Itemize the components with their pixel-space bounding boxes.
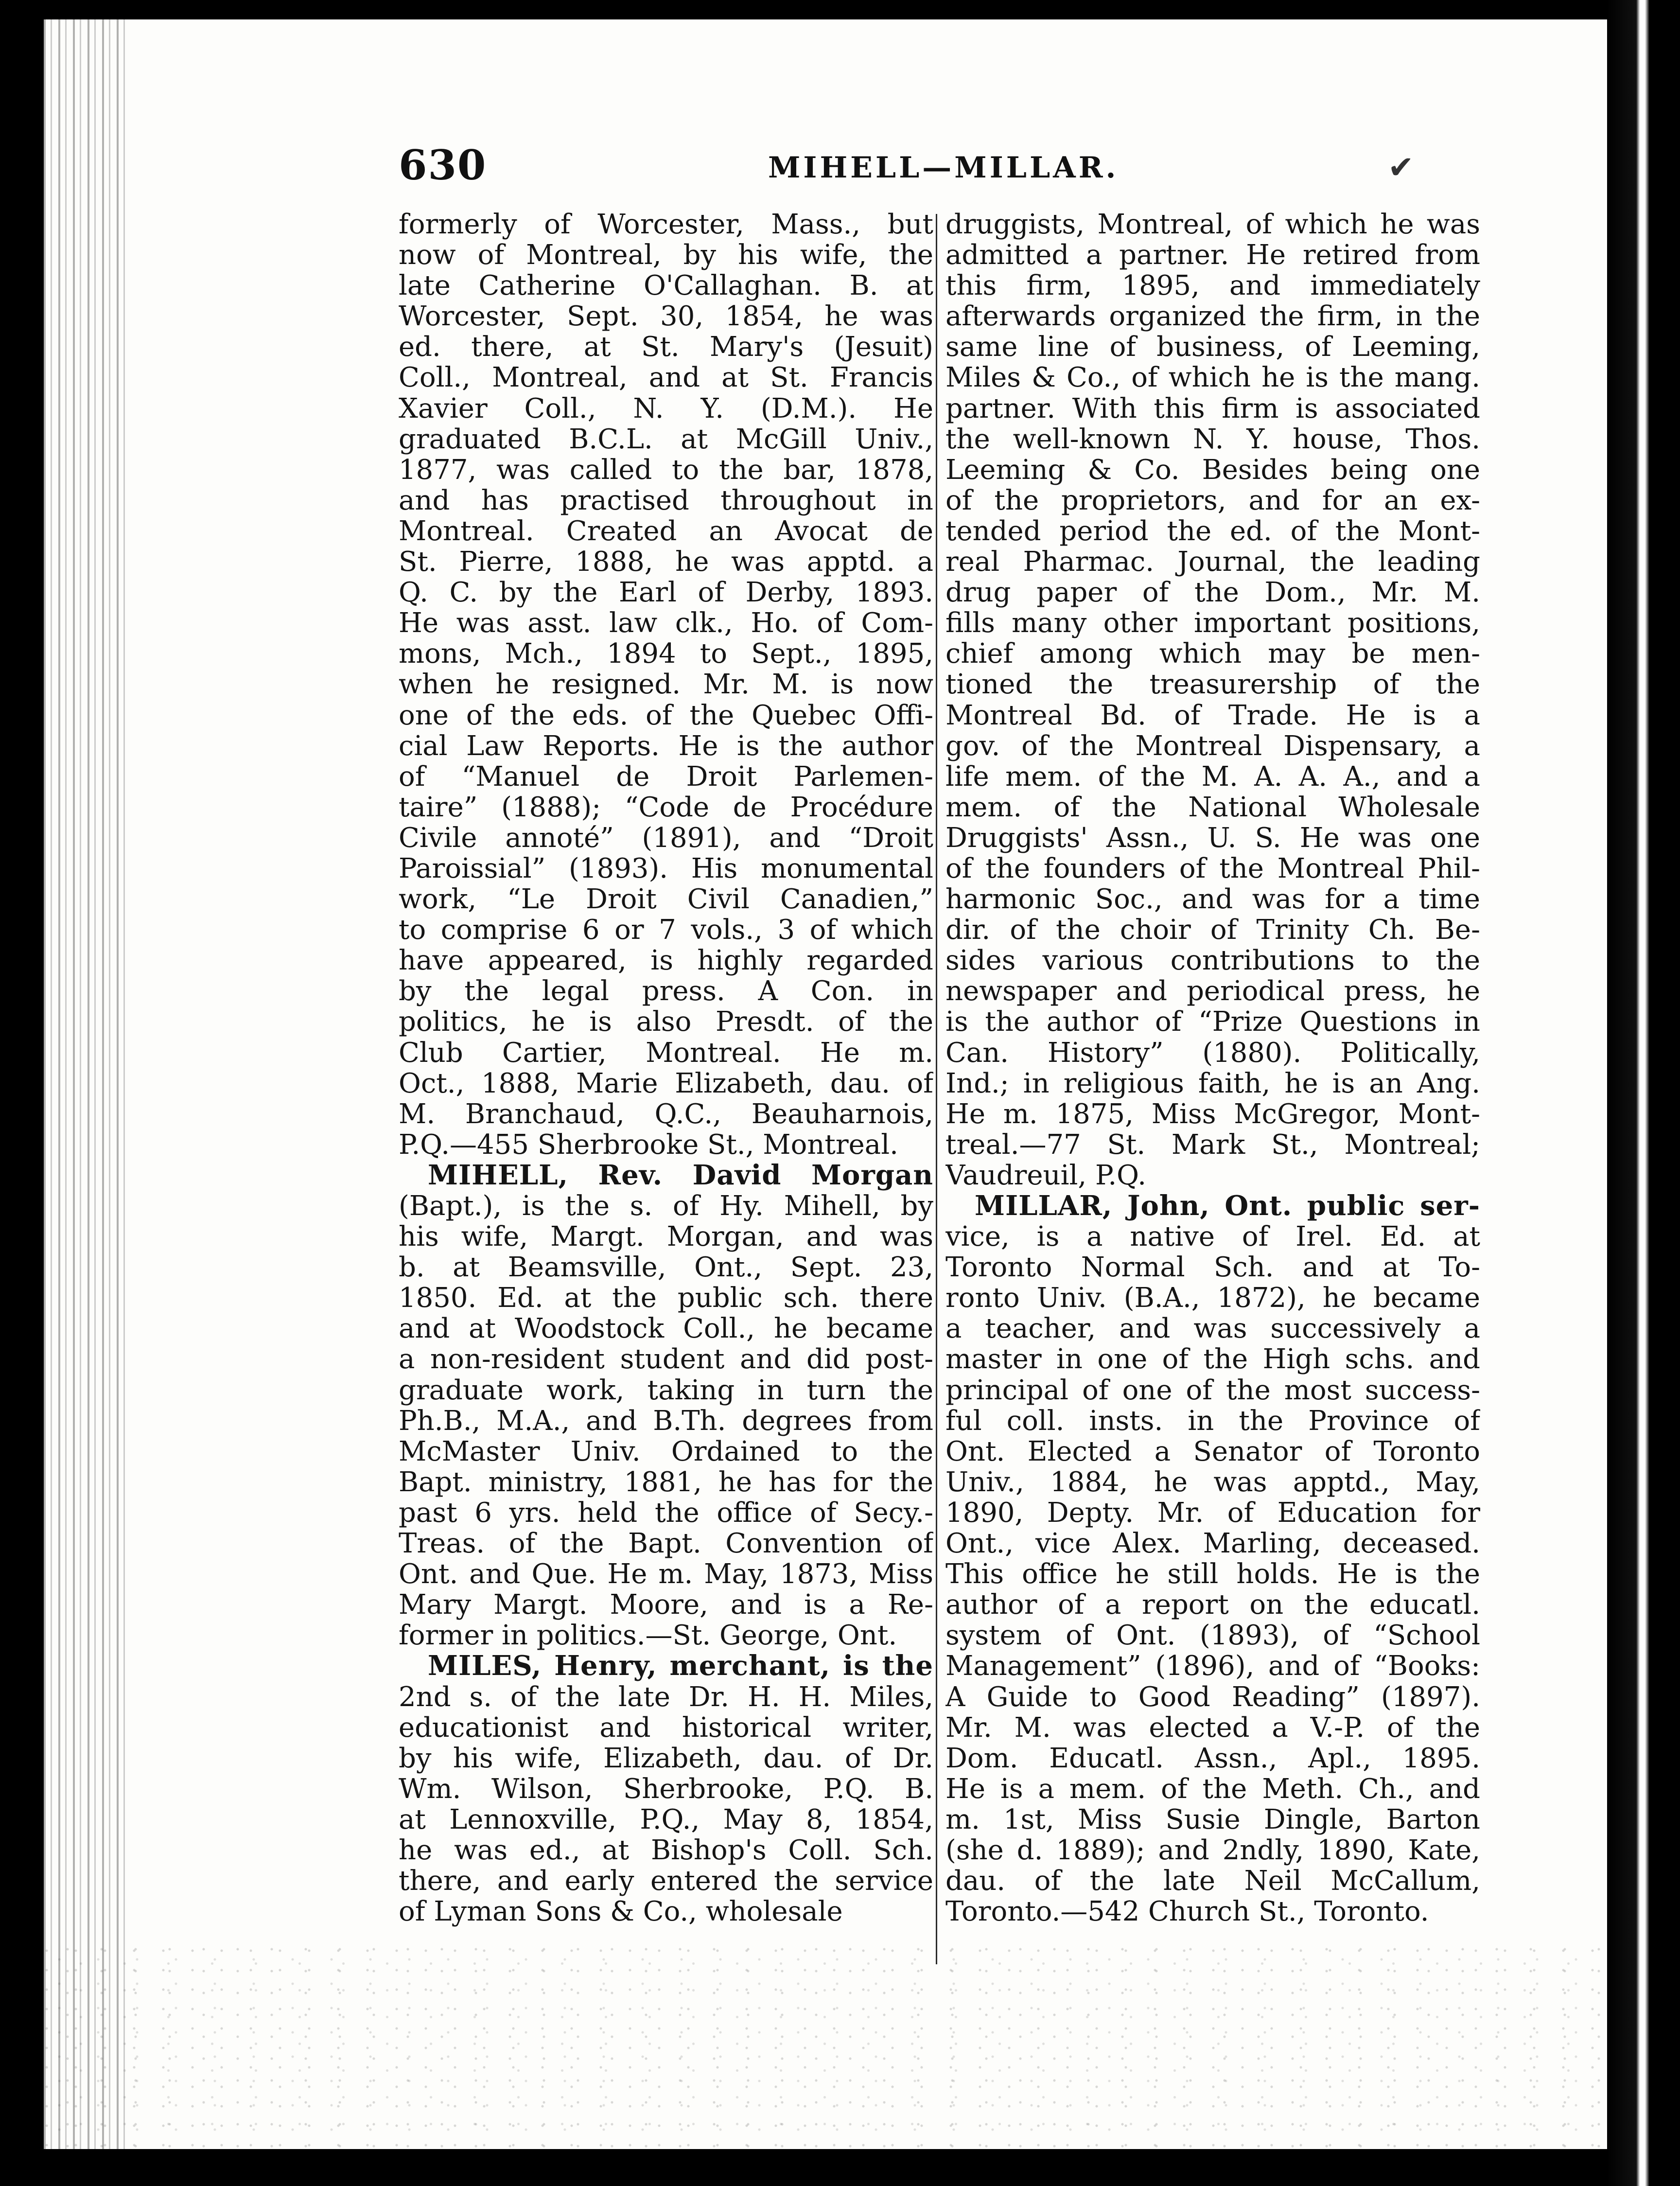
text-line: Ont., vice Alex. Marling, deceased.: [945, 1528, 1480, 1559]
text-line: Treas. of the Bapt. Convention of: [399, 1528, 933, 1559]
text-line: Mary Margt. Moore, and is a Re-: [399, 1589, 933, 1621]
text-line: a non-resident student and did post-: [399, 1344, 933, 1375]
text-line: Club Cartier, Montreal. He m.: [399, 1037, 933, 1068]
text-line: principal of one of the most success-: [945, 1375, 1480, 1406]
text-line: 1877, was called to the bar, 1878,: [399, 454, 933, 485]
text-line: Mr. M. was elected a V.-P. of the: [945, 1712, 1480, 1743]
text-line: educationist and historical writer,: [399, 1712, 933, 1743]
text-line: fills many other important positions,: [945, 608, 1480, 639]
text-line: now of Montreal, by his wife, the: [399, 240, 933, 271]
text-line: Dom. Educatl. Assn., Apl., 1895.: [945, 1743, 1480, 1774]
entry-heading-line: MIHELL, Rev. David Morgan: [428, 1160, 933, 1191]
text-line: harmonic Soc., and was for a time: [945, 884, 1480, 915]
text-line: newspaper and periodical press, he: [945, 976, 1480, 1007]
text-line: vice, is a native of Irel. Ed. at: [945, 1221, 1480, 1252]
text-line: mons, Mch., 1894 to Sept., 1895,: [399, 638, 933, 670]
text-line: and at Woodstock Coll., he became: [399, 1313, 933, 1344]
text-line: 1850. Ed. at the public sch. there: [399, 1283, 933, 1314]
text-line: author of a report on the educatl.: [945, 1589, 1480, 1621]
text-line: b. at Beamsville, Ont., Sept. 23,: [399, 1252, 933, 1283]
text-line: Ont. and Que. He m. May, 1873, Miss: [399, 1559, 933, 1590]
text-line: 2nd s. of the late Dr. H. H. Miles,: [399, 1681, 933, 1712]
text-line: by his wife, Elizabeth, dau. of Dr.: [399, 1743, 933, 1774]
text-line: 1890, Depty. Mr. of Education for: [945, 1497, 1480, 1529]
text-line: there, and early entered the service: [399, 1866, 933, 1897]
text-line: Worcester, Sept. 30, 1854, he was: [399, 301, 933, 332]
text-line: of the proprietors, and for an ex-: [945, 485, 1480, 516]
text-line: druggists, Montreal, of which he was: [945, 209, 1480, 240]
text-line: late Catherine O'Callaghan. B. at: [399, 270, 933, 301]
text-line: Oct., 1888, Marie Elizabeth, dau. of: [399, 1068, 933, 1099]
text-line: politics, he is also Presdt. of the: [399, 1006, 933, 1038]
text-line: master in one of the High schs. and: [945, 1344, 1480, 1375]
scan-bottom-noise: [44, 1945, 1609, 2149]
text-line: Xavier Coll., N. Y. (D.M.). He: [399, 393, 933, 424]
text-line: Montreal Bd. of Trade. He is a: [945, 700, 1480, 731]
text-line: a teacher, and was successively a: [945, 1313, 1480, 1344]
text-line: Toronto.—542 Church St., Toronto.: [945, 1896, 1429, 1927]
text-line: Druggists' Assn., U. S. He was one: [945, 822, 1480, 853]
text-line: partner. With this firm is associated: [945, 393, 1480, 424]
text-line: A Guide to Good Reading” (1897).: [945, 1681, 1480, 1712]
page-number: 630: [399, 141, 487, 189]
text-line: ed. there, at St. Mary's (Jesuit): [399, 332, 933, 363]
text-line: same line of business, of Leeming,: [945, 332, 1480, 363]
text-line: by the legal press. A Con. in: [399, 976, 933, 1007]
text-line: tioned the treasurership of the: [945, 669, 1480, 700]
text-line: taire” (1888); “Code de Procédure: [399, 792, 933, 823]
text-line: gov. of the Montreal Dispensary, a: [945, 730, 1480, 761]
text-line: Bapt. ministry, 1881, he has for the: [399, 1466, 933, 1498]
text-line: he was ed., at Bishop's Coll. Sch.: [399, 1834, 933, 1866]
text-line: one of the eds. of the Quebec Offi-: [399, 700, 933, 731]
text-line: chief among which may be men-: [945, 638, 1480, 670]
text-line: He m. 1875, Miss McGregor, Mont-: [945, 1098, 1480, 1129]
text-line: dir. of the choir of Trinity Ch. Be-: [945, 915, 1480, 946]
text-line: when he resigned. Mr. M. is now: [399, 669, 933, 700]
text-line: This office he still holds. He is the: [945, 1559, 1480, 1590]
text-line: tended period the ed. of the Mont-: [945, 515, 1480, 547]
text-line: Leeming & Co. Besides being one: [945, 454, 1480, 485]
text-line: life mem. of the M. A. A. A., and a: [945, 761, 1480, 792]
adjacent-page-edge: [1607, 0, 1680, 2186]
text-line: his wife, Margt. Morgan, and was: [399, 1221, 933, 1252]
entry-heading-line: MILLAR, John, Ont. public ser-: [975, 1191, 1480, 1222]
right-column: [945, 209, 1480, 1927]
text-line: mem. of the National Wholesale: [945, 792, 1480, 823]
text-line: real Pharmac. Journal, the leading: [945, 546, 1480, 578]
pencil-mark-icon: ✔: [1388, 150, 1414, 186]
text-line: (she d. 1889); and 2ndly, 1890, Kate,: [945, 1834, 1480, 1866]
text-line: past 6 yrs. held the office of Secy.-: [399, 1497, 933, 1529]
text-line: P.Q.—455 Sherbrooke St., Montreal.: [399, 1129, 898, 1160]
text-line: M. Branchaud, Q.C., Beauharnois,: [399, 1098, 933, 1129]
text-line: of Lyman Sons & Co., wholesale: [399, 1896, 843, 1927]
column-divider: [936, 214, 937, 1964]
text-line: treal.—77 St. Mark St., Montreal;: [945, 1129, 1480, 1160]
text-line: Wm. Wilson, Sherbrooke, P.Q. B.: [399, 1773, 933, 1804]
text-line: Management” (1896), and of “Books:: [945, 1651, 1480, 1682]
text-line: work, “Le Droit Civil Canadien,”: [399, 884, 933, 915]
text-line: graduate work, taking in turn the: [399, 1375, 933, 1406]
text-line: drug paper of the Dom., Mr. M.: [945, 577, 1480, 608]
text-line: is the author of “Prize Questions in: [945, 1006, 1480, 1038]
text-line: Ont. Elected a Senator of Toronto: [945, 1436, 1480, 1467]
scan-edge-noise: [44, 19, 126, 2149]
text-line: Toronto Normal Sch. and at To-: [945, 1252, 1480, 1283]
text-line: ful coll. insts. in the Province of: [945, 1405, 1480, 1436]
text-line: admitted a partner. He retired from: [945, 240, 1480, 271]
text-line: Vaudreuil, P.Q.: [945, 1160, 1147, 1191]
text-line: and has practised throughout in: [399, 485, 933, 516]
text-line: formerly of Worcester, Mass., but: [399, 209, 933, 240]
entry-heading-line: MILES, Henry, merchant, is the: [428, 1651, 933, 1682]
text-line: system of Ont. (1893), of “School: [945, 1620, 1480, 1651]
text-line: former in politics.—St. George, Ont.: [399, 1620, 897, 1651]
text-line: He was asst. law clk., Ho. of Com-: [399, 608, 933, 639]
left-column: [399, 209, 933, 1927]
text-line: ronto Univ. (B.A., 1872), he became: [945, 1283, 1480, 1314]
text-line: m. 1st, Miss Susie Dingle, Barton: [945, 1804, 1480, 1835]
text-line: cial Law Reports. He is the author: [399, 730, 933, 761]
text-line: Paroissial” (1893). His monumental: [399, 853, 933, 884]
text-line: have appeared, is highly regarded: [399, 945, 933, 976]
text-line: Coll., Montreal, and at St. Francis: [399, 362, 933, 393]
text-line: Montreal. Created an Avocat de: [399, 515, 933, 547]
text-line: this firm, 1895, and immediately: [945, 270, 1480, 301]
text-line: Q. C. by the Earl of Derby, 1893.: [399, 577, 933, 608]
text-line: afterwards organized the firm, in the: [945, 301, 1480, 332]
text-line: Miles & Co., of which he is the mang.: [945, 362, 1480, 393]
text-line: graduated B.C.L. at McGill Univ.,: [399, 423, 933, 455]
text-line: sides various contributions to the: [945, 945, 1480, 976]
text-line: McMaster Univ. Ordained to the: [399, 1436, 933, 1467]
text-line: Univ., 1884, he was apptd., May,: [945, 1466, 1480, 1498]
text-line: Civile annoté” (1891), and “Droit: [399, 822, 933, 853]
text-line: the well-known N. Y. house, Thos.: [945, 423, 1480, 455]
text-line: Ind.; in religious faith, he is an Ang.: [945, 1068, 1480, 1099]
running-head: MIHELL—MILLAR.: [768, 151, 1119, 185]
text-line: at Lennoxville, P.Q., May 8, 1854,: [399, 1804, 933, 1835]
text-line: to comprise 6 or 7 vols., 3 of which: [399, 915, 933, 946]
text-line: (Bapt.), is the s. of Hy. Mihell, by: [399, 1191, 933, 1222]
page-header: [399, 141, 1468, 194]
text-line: of “Manuel de Droit Parlemen-: [399, 761, 933, 792]
text-line: He is a mem. of the Meth. Ch., and: [945, 1773, 1480, 1804]
text-line: St. Pierre, 1888, he was apptd. a: [399, 546, 933, 578]
text-line: Ph.B., M.A., and B.Th. degrees from: [399, 1405, 933, 1436]
text-line: Can. History” (1880). Politically,: [945, 1037, 1480, 1068]
text-line: of the founders of the Montreal Phil-: [945, 853, 1480, 884]
text-line: dau. of the late Neil McCallum,: [945, 1866, 1480, 1897]
